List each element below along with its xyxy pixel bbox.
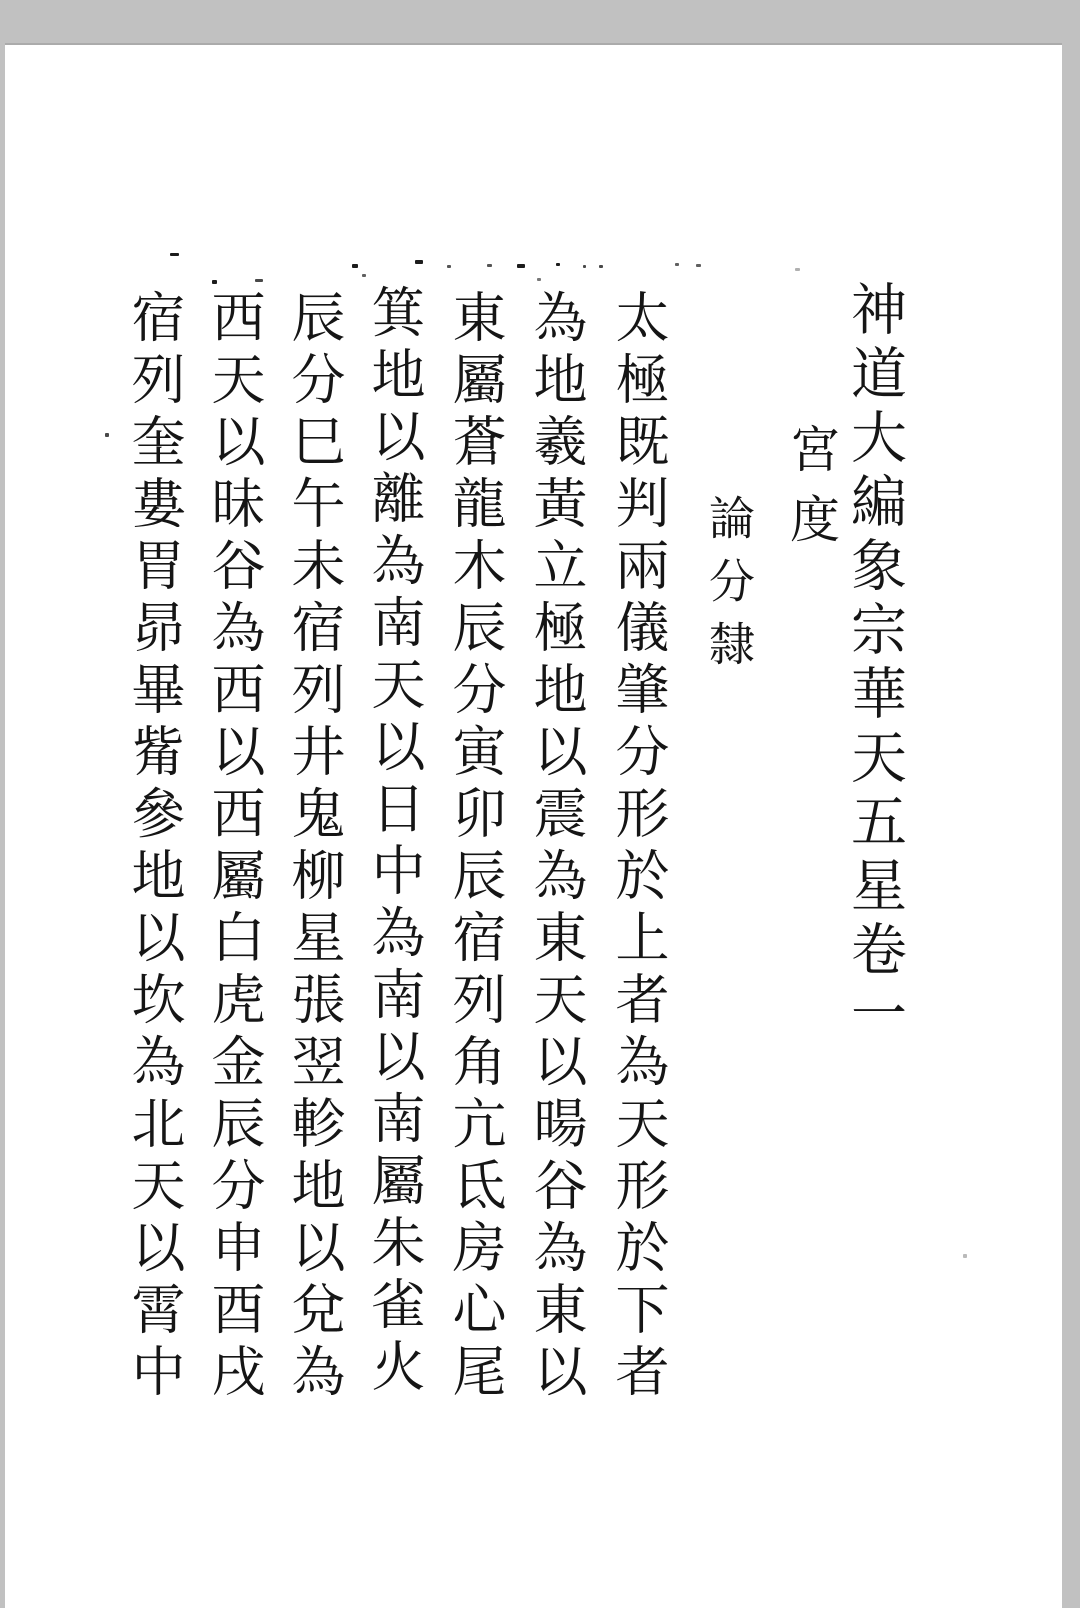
- ink-speck: [487, 264, 492, 267]
- ink-speck: [556, 263, 560, 266]
- book-page: [5, 43, 1062, 1608]
- ink-speck: [583, 265, 586, 268]
- text-column-3: 東屬蒼龍木辰分寅卯辰宿列角亢氐房心尾: [444, 289, 507, 1405]
- ink-speck: [675, 263, 679, 266]
- section-heading-column: 宮度: [782, 423, 840, 563]
- ink-speck: [255, 279, 263, 282]
- text-column-5: 辰分巳午未宿列井鬼柳星張翌軫地以兌為: [283, 289, 346, 1405]
- ink-speck: [599, 265, 603, 268]
- text-column-7: 宿列奎婁胃昴畢觜參地以坎為北天以霄中: [123, 289, 186, 1405]
- ink-speck: [447, 265, 451, 268]
- ink-speck: [352, 264, 358, 268]
- text-column-4: 箕地以離為南天以日中為南以南屬朱雀火: [363, 284, 426, 1400]
- text-column-1: 太極既判兩儀肇分形於上者為天形於下者: [607, 289, 670, 1405]
- ink-speck: [105, 433, 109, 437]
- ink-speck: [963, 1254, 967, 1258]
- book-title-column: 神道大編象宗華天五星卷一: [842, 280, 907, 1048]
- ink-speck: [362, 274, 366, 277]
- ink-speck: [696, 264, 701, 267]
- ink-speck: [537, 278, 541, 281]
- ink-speck: [415, 260, 423, 264]
- text-column-2: 為地羲黃立極地以震為東天以暘谷為東以: [525, 289, 588, 1405]
- ink-speck: [170, 253, 179, 256]
- ink-speck: [517, 264, 525, 268]
- ink-speck: [212, 280, 217, 284]
- ink-speck: [795, 268, 800, 271]
- text-column-6: 西天以昧谷為西以西屬白虎金辰分申酉戌: [203, 289, 266, 1405]
- subsection-heading-column: 論分隸: [702, 494, 756, 683]
